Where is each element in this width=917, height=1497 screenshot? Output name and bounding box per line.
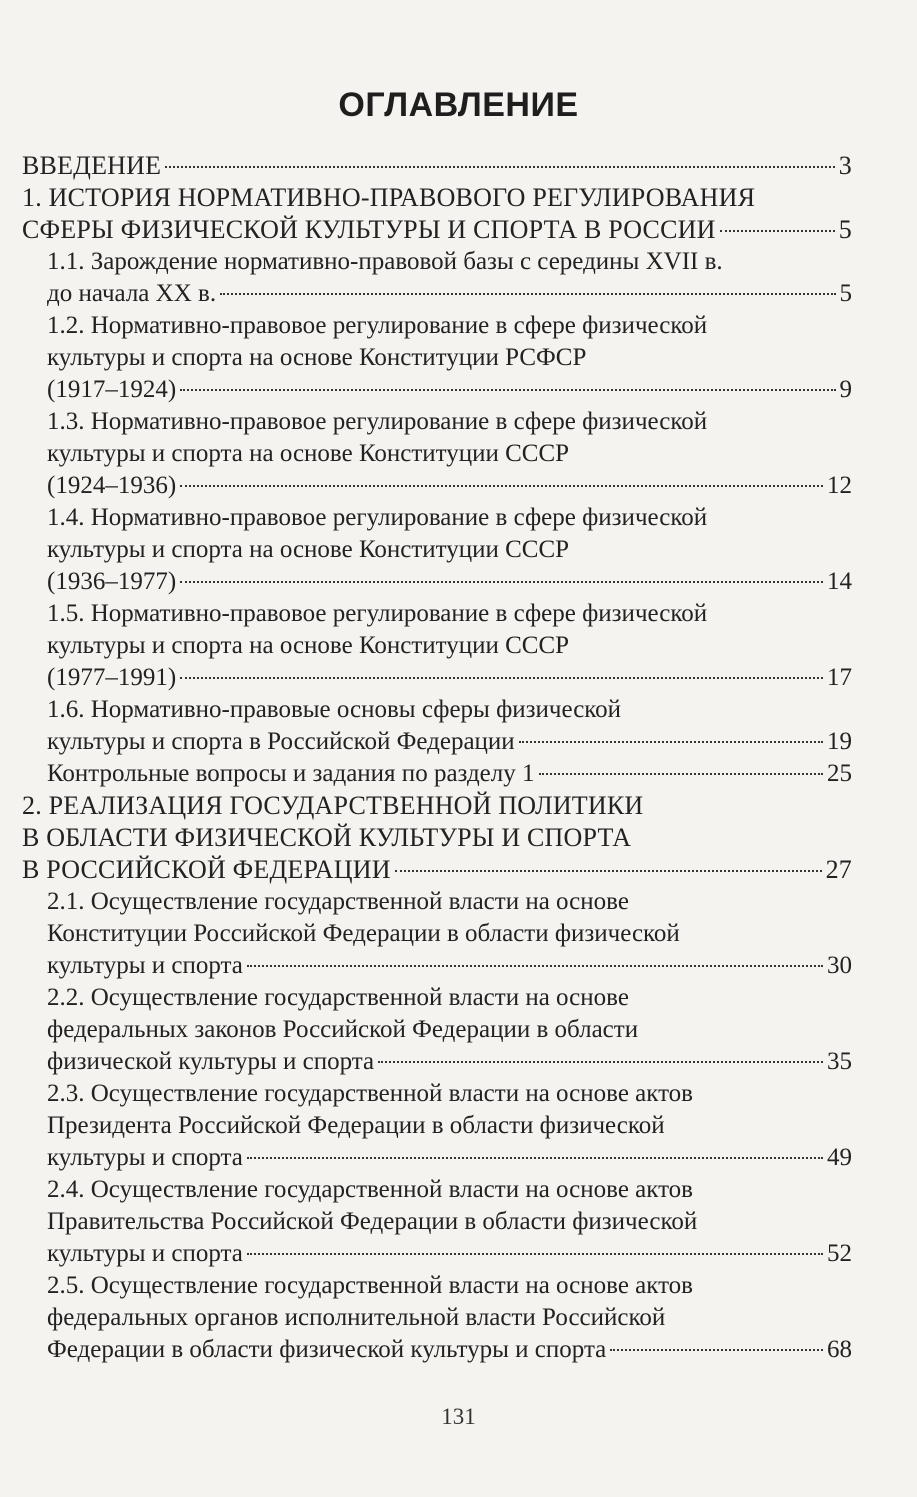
toc-entry-text: (1924–1936) xyxy=(47,472,177,499)
toc-entry xyxy=(22,182,852,246)
toc-line xyxy=(47,1046,852,1078)
toc-line xyxy=(47,918,852,950)
toc-line xyxy=(47,950,852,982)
toc-entry xyxy=(22,1174,852,1270)
toc-line xyxy=(47,1270,852,1302)
toc-line xyxy=(47,726,852,758)
toc-entry-text: культуры и спорта на основе Конституции СССР xyxy=(47,632,570,659)
toc-entry-text: культуры и спорта на основе Конституции РСФСР xyxy=(47,344,587,371)
toc-entry xyxy=(22,790,852,886)
toc-entry-text: Конституции Российской Федерации в области физической xyxy=(47,920,680,947)
toc-line xyxy=(47,374,852,406)
toc-page-number: 68 xyxy=(827,1336,852,1363)
toc-entry-text: физической культуры и спорта xyxy=(47,1048,375,1075)
toc-entry-text: 2.3. Осуществление государственной власти на основе актов xyxy=(47,1080,693,1107)
toc-line xyxy=(22,790,852,822)
toc-page-number: 27 xyxy=(825,855,852,884)
dot-leader xyxy=(180,485,823,487)
toc-line xyxy=(47,758,852,790)
toc-line xyxy=(47,662,852,694)
toc-entry-text: 1.1. Зарождение нормативно-правовой базы с середины XVII в. xyxy=(47,248,723,275)
toc-entry xyxy=(22,758,852,790)
toc-line xyxy=(47,438,852,470)
toc-entry-text: СФЕРЫ ФИЗИЧЕСКОЙ КУЛЬТУРЫ И СПОРТА В РОССИИ xyxy=(22,215,716,244)
toc-entry-text: (1977–1991) xyxy=(47,664,177,691)
toc-entry-text: Федерации в области физической культуры и спорта xyxy=(47,1336,607,1363)
toc-line xyxy=(47,1110,852,1142)
toc-line xyxy=(47,630,852,662)
dot-leader xyxy=(378,1061,823,1063)
toc-entry xyxy=(22,1078,852,1174)
toc-entry-text: культуры и спорта xyxy=(47,1240,243,1267)
toc-entry xyxy=(22,1270,852,1366)
toc-line xyxy=(47,470,852,502)
toc-line xyxy=(47,534,852,566)
toc-line xyxy=(22,150,852,182)
toc-entry-text: 1.2. Нормативно-правовое регулирование в сфере физической xyxy=(47,312,708,339)
toc-page-number: 25 xyxy=(827,760,852,787)
dot-leader xyxy=(180,677,823,679)
toc-entry xyxy=(22,502,852,598)
toc-line xyxy=(47,1334,852,1366)
toc-page-number: 17 xyxy=(827,664,852,691)
dot-leader xyxy=(180,581,823,583)
toc-line xyxy=(47,566,852,598)
toc-entry-text: 2.1. Осуществление государственной власти на основе xyxy=(47,888,629,915)
toc-entry-text: культуры и спорта на основе Конституции СССР xyxy=(47,536,570,563)
toc-page-number: 49 xyxy=(827,1144,852,1171)
toc-line xyxy=(22,182,852,214)
toc-entry-text: ВВЕДЕНИЕ xyxy=(22,151,162,180)
toc-line xyxy=(47,246,852,278)
toc-entry xyxy=(22,246,852,310)
dot-leader xyxy=(539,773,824,775)
toc-line xyxy=(47,1238,852,1270)
toc-entry-text: Президента Российской Федерации в области физической xyxy=(47,1112,665,1139)
toc-line xyxy=(47,310,852,342)
toc-line xyxy=(22,822,852,854)
toc-entry-text: культуры и спорта в Российской Федерации xyxy=(47,728,515,755)
toc-line xyxy=(47,406,852,438)
toc-line xyxy=(47,886,852,918)
toc-entry-text: культуры и спорта xyxy=(47,1144,243,1171)
toc-line xyxy=(47,598,852,630)
toc-page-number: 9 xyxy=(839,376,852,403)
page-number: 131 xyxy=(441,1404,476,1429)
toc-entry-text: 2.2. Осуществление государственной власти на основе xyxy=(47,984,629,1011)
toc-entry-text: федеральных законов Российской Федерации в области xyxy=(47,1016,639,1043)
dot-leader xyxy=(220,293,835,295)
toc-entry-text: В РОССИЙСКОЙ ФЕДЕРАЦИИ xyxy=(22,855,391,884)
toc-page-number: 30 xyxy=(827,952,852,979)
toc-entry-text: федеральных органов исполнительной власти Российской xyxy=(47,1304,666,1331)
toc-page-number: 19 xyxy=(827,728,852,755)
toc-entry xyxy=(22,982,852,1078)
page-title: ОГЛАВЛЕНИЕ xyxy=(338,86,579,124)
toc-entry-text: до начала XX в. xyxy=(47,280,217,307)
toc-entry xyxy=(22,886,852,982)
toc-line xyxy=(47,982,852,1014)
toc-entry-text: 2. РЕАЛИЗАЦИЯ ГОСУДАРСТВЕННОЙ ПОЛИТИКИ xyxy=(22,791,644,820)
toc-entry-text: культуры и спорта на основе Конституции СССР xyxy=(47,440,570,467)
toc-line xyxy=(47,342,852,374)
toc-line xyxy=(47,1142,852,1174)
toc-page-number: 35 xyxy=(827,1048,852,1075)
dot-leader xyxy=(247,1253,823,1255)
toc-line xyxy=(22,214,852,246)
dot-leader xyxy=(247,965,823,967)
dot-leader xyxy=(247,1157,823,1159)
dot-leader xyxy=(720,230,835,232)
toc-entry-text: В ОБЛАСТИ ФИЗИЧЕСКОЙ КУЛЬТУРЫ И СПОРТА xyxy=(22,823,632,852)
toc-page-number: 5 xyxy=(838,215,852,244)
toc-entry-text: 1.6. Нормативно-правовые основы сферы физической xyxy=(47,696,622,723)
toc-line xyxy=(47,694,852,726)
toc-entry-text: 1.5. Нормативно-правовое регулирование в сфере физической xyxy=(47,600,708,627)
toc-line xyxy=(47,1014,852,1046)
toc-page-number: 3 xyxy=(838,151,852,180)
toc-entry-text: Правительства Российской Федерации в области физической xyxy=(47,1208,698,1235)
toc-page-number: 14 xyxy=(827,568,852,595)
toc-entry xyxy=(22,694,852,758)
table-of-contents xyxy=(22,150,852,1366)
toc-line xyxy=(47,1078,852,1110)
dot-leader xyxy=(180,389,835,391)
toc-entry-text: Контрольные вопросы и задания по разделу 1 xyxy=(47,760,535,787)
toc-line xyxy=(47,1206,852,1238)
toc-page-number: 5 xyxy=(839,280,852,307)
toc-entry xyxy=(22,310,852,406)
toc-entry-text: 1. ИСТОРИЯ НОРМАТИВНО-ПРАВОВОГО РЕГУЛИРОВАНИЯ xyxy=(22,183,756,212)
toc-entry-text: (1917–1924) xyxy=(47,376,177,403)
toc-entry xyxy=(22,150,852,182)
toc-entry-text: 1.4. Нормативно-правовое регулирование в сфере физической xyxy=(47,504,708,531)
toc-page-number: 12 xyxy=(827,472,852,499)
toc-line xyxy=(47,278,852,310)
toc-entry-text: (1936–1977) xyxy=(47,568,177,595)
toc-entry xyxy=(22,406,852,502)
dot-leader xyxy=(519,741,823,743)
dot-leader xyxy=(610,1349,823,1351)
toc-line xyxy=(47,1302,852,1334)
toc-entry-text: 1.3. Нормативно-правовое регулирование в сфере физической xyxy=(47,408,708,435)
toc-line xyxy=(47,1174,852,1206)
toc-entry xyxy=(22,598,852,694)
toc-line xyxy=(22,854,852,886)
toc-entry-text: культуры и спорта xyxy=(47,952,243,979)
toc-line xyxy=(47,502,852,534)
toc-page-number: 52 xyxy=(827,1240,852,1267)
dot-leader xyxy=(165,166,835,168)
toc-entry-text: 2.5. Осуществление государственной власти на основе актов xyxy=(47,1272,693,1299)
dot-leader xyxy=(395,870,822,872)
toc-entry-text: 2.4. Осуществление государственной власти на основе актов xyxy=(47,1176,693,1203)
